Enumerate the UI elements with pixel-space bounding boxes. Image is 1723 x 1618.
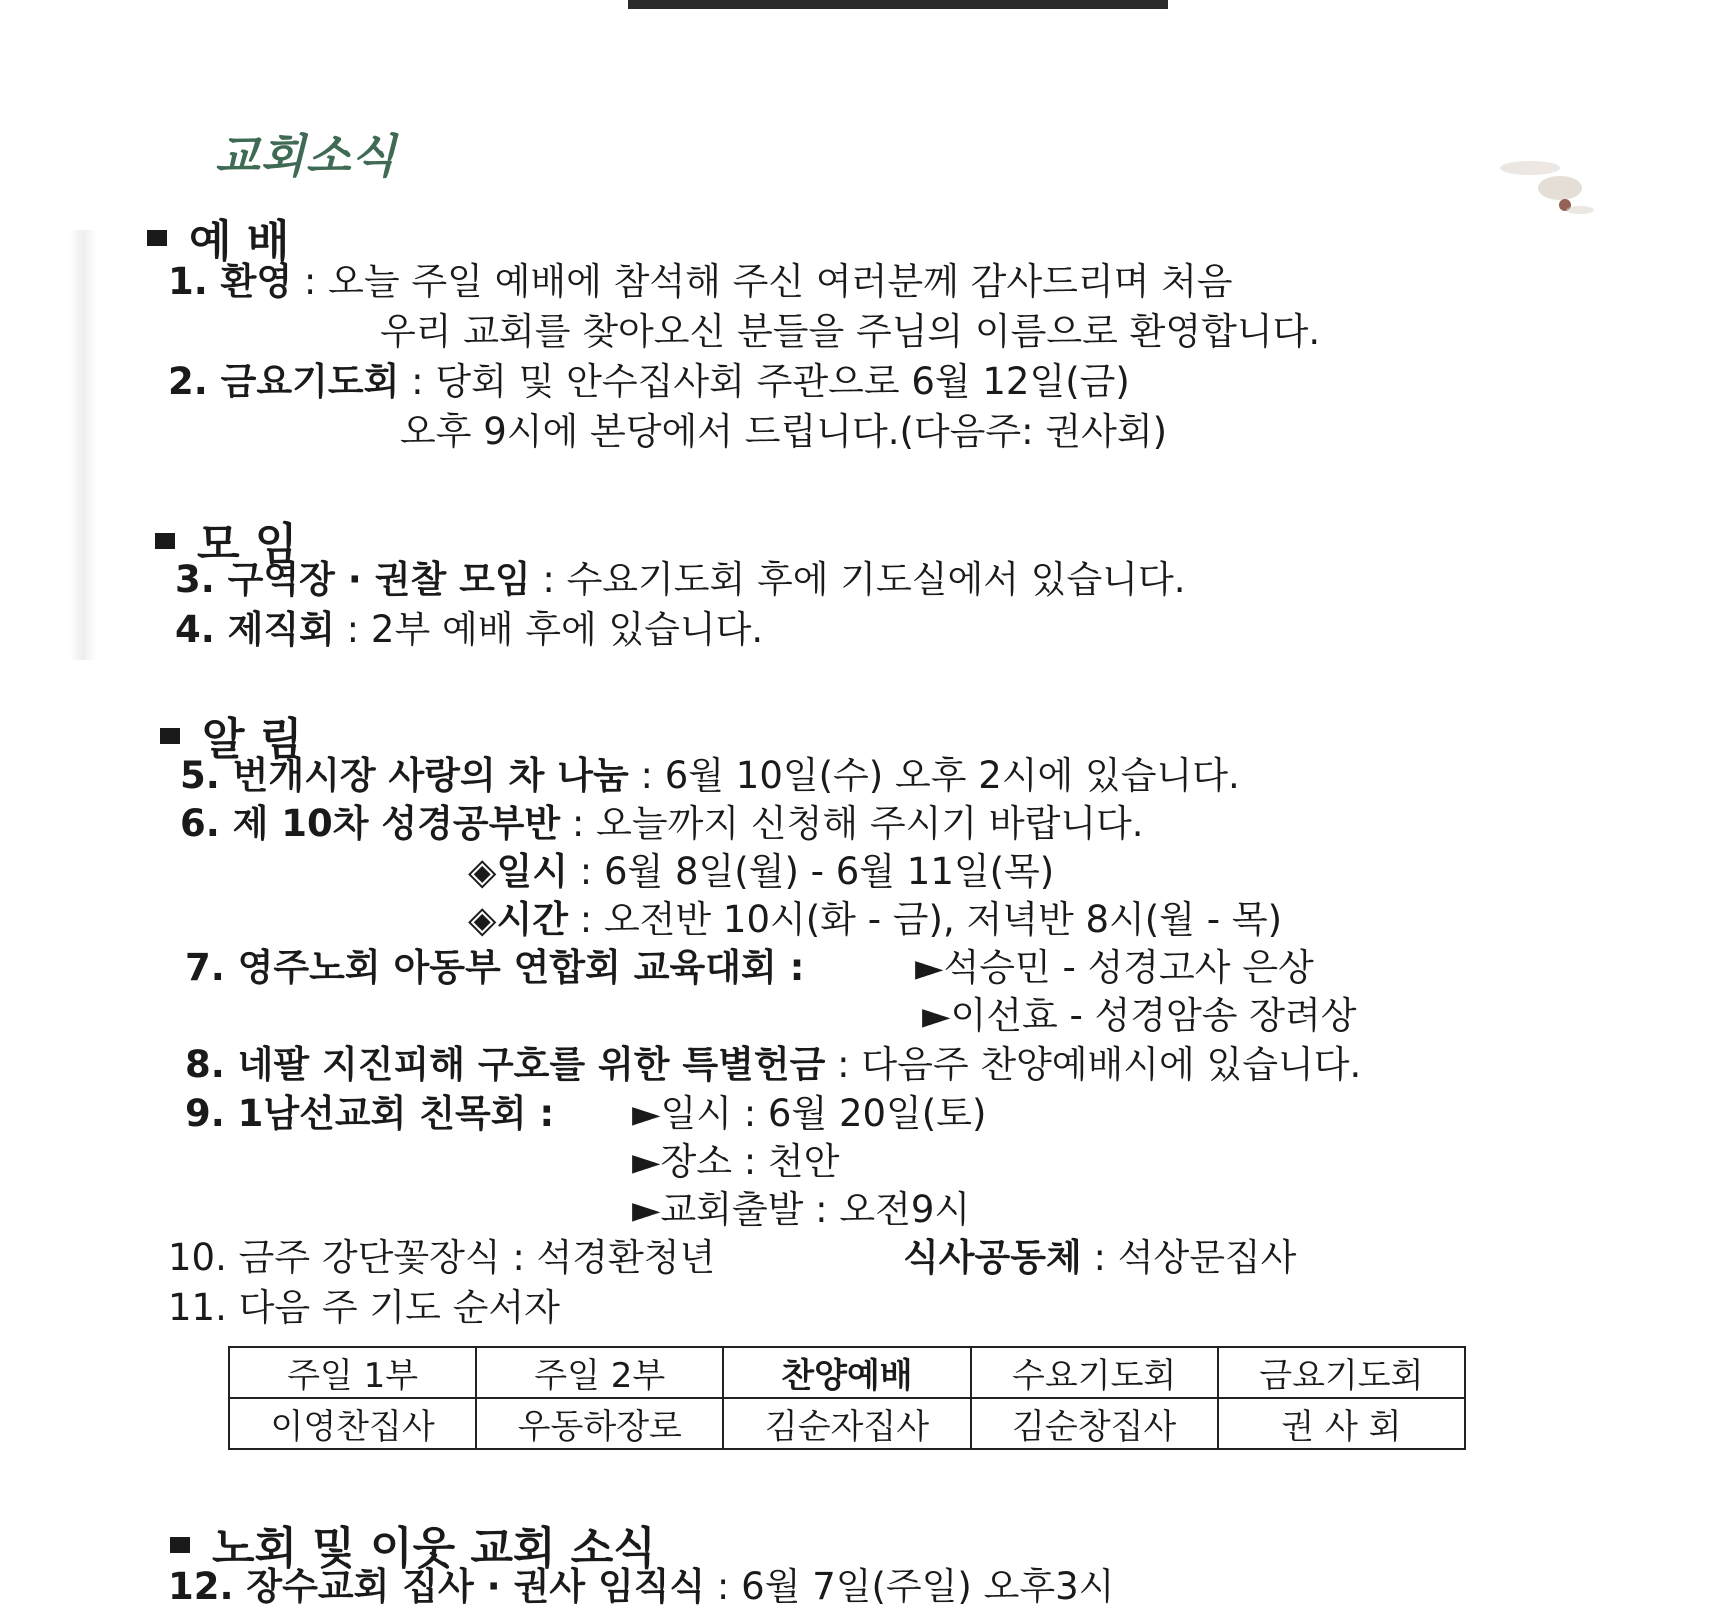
item-4-text: : 2부 예배 후에 있습니다.	[334, 608, 764, 651]
item-6-date	[468, 848, 1054, 896]
item-8-label: 8. 네팔 지진피해 구호를 위한 특별헌금	[185, 1043, 826, 1086]
item-2-label: 2. 금요기도회	[168, 360, 400, 403]
item-10-meal	[903, 1234, 1296, 1282]
table-cell: 우동하장로	[476, 1398, 723, 1449]
square-bullet-icon	[160, 728, 180, 744]
square-bullet-icon	[170, 1537, 190, 1553]
item-7	[185, 944, 804, 992]
table-header-cell: 주일 1부	[229, 1347, 476, 1398]
item-1-label: 1. 환영	[168, 260, 293, 303]
section-presbytery-label: 노회 및 이웃 교회 소식	[212, 1523, 656, 1574]
table-cell: 이영찬집사	[229, 1398, 476, 1449]
section-worship-label: 예 배	[189, 216, 290, 267]
item-1-text: : 오늘 주일 예배에 참석해 주신 여러분께 감사드리며 처음	[292, 260, 1233, 303]
item-9-date: ►일시 : 6월 20일(토)	[632, 1092, 987, 1135]
item-10-meal-label: 식사공동체	[903, 1236, 1082, 1279]
item-10-meal-text: : 석상문집사	[1081, 1236, 1297, 1279]
table-header-row	[229, 1347, 1465, 1398]
item-10: 10. 금주 강단꽃장식 : 석경환청년	[168, 1236, 716, 1279]
item-8-text: : 다음주 찬양예배시에 있습니다.	[825, 1043, 1362, 1086]
table-row	[229, 1398, 1465, 1449]
item-6-date-value: : 6월 8일(월) - 6월 11일(목)	[567, 850, 1055, 893]
table-header-cell: 수요기도회	[971, 1347, 1218, 1398]
item-1	[168, 258, 1233, 306]
table-header-cell: 금요기도회	[1218, 1347, 1465, 1398]
item-2-cont: 오후 9시에 본당에서 드립니다.(다음주: 권사회)	[400, 410, 1168, 453]
table-header-cell: 주일 2부	[476, 1347, 723, 1398]
item-3	[175, 556, 1185, 604]
item-6	[180, 800, 1144, 848]
item-5	[180, 752, 1240, 800]
item-6-time-label: ◈시간	[468, 898, 568, 941]
table-cell: 김순창집사	[971, 1398, 1218, 1449]
item-9-place: ►장소 : 천안	[632, 1140, 840, 1183]
item-12-label: 12. 장수교회 집사 · 권사 임직식	[168, 1565, 706, 1608]
paper-edge-shadow	[70, 230, 96, 660]
table-cell: 권 사 회	[1218, 1398, 1465, 1449]
item-9-label: 9. 1남선교회 친목회 :	[185, 1092, 555, 1135]
item-2-text: : 당회 및 안수집사회 주관으로 6월 12일(금)	[399, 360, 1130, 403]
table-header-cell: 찬양예배	[723, 1347, 970, 1398]
prayer-order-table	[228, 1346, 1466, 1450]
item-6-time	[468, 896, 1282, 944]
item-5-text: : 6월 10일(수) 오후 2시에 있습니다.	[628, 754, 1240, 797]
item-4-label: 4. 제직회	[175, 608, 335, 651]
section-notice-label: 알 림	[202, 714, 303, 765]
item-9-depart: ►교회출발 : 오전9시	[632, 1188, 971, 1231]
item-12-text: : 6월 7일(주일) 오후3시	[705, 1565, 1115, 1608]
item-7-label: 7. 영주노회 아동부 연합회 교육대회 :	[185, 946, 805, 989]
item-9	[185, 1090, 554, 1138]
item-4	[175, 606, 763, 654]
item-6-date-label: ◈일시	[468, 850, 568, 893]
item-3-label: 3. 구역장 · 권찰 모임	[175, 558, 531, 601]
item-5-label: 5. 번개시장 사랑의 차 나눔	[180, 754, 629, 797]
item-2	[168, 358, 1130, 406]
item-11: 11. 다음 주 기도 순서자	[168, 1286, 560, 1329]
item-12	[168, 1563, 1114, 1611]
top-photo-edge	[628, 0, 1168, 9]
page-title: 교회소식	[215, 129, 397, 183]
section-meeting-label: 모 임	[197, 519, 298, 570]
item-8	[185, 1041, 1361, 1089]
item-1-cont: 우리 교회를 찾아오신 분들을 주님의 이름으로 환영합니다.	[380, 310, 1321, 353]
item-6-time-value: : 오전반 10시(화 - 금), 저녁반 8시(월 - 목)	[567, 898, 1282, 941]
item-7-award-2: ►이선효 - 성경암송 장려상	[922, 994, 1357, 1037]
square-bullet-icon	[147, 230, 167, 246]
item-6-text: : 오늘까지 신청해 주시기 바랍니다.	[560, 802, 1144, 845]
table-cell: 김순자집사	[723, 1398, 970, 1449]
square-bullet-icon	[155, 533, 175, 549]
item-7-award-1: ►석승민 - 성경고사 은상	[915, 946, 1314, 989]
item-3-text: : 수요기도회 후에 기도실에서 있습니다.	[530, 558, 1186, 601]
item-6-label: 6. 제 10차 성경공부반	[180, 802, 561, 845]
paper-stain	[1490, 148, 1600, 218]
